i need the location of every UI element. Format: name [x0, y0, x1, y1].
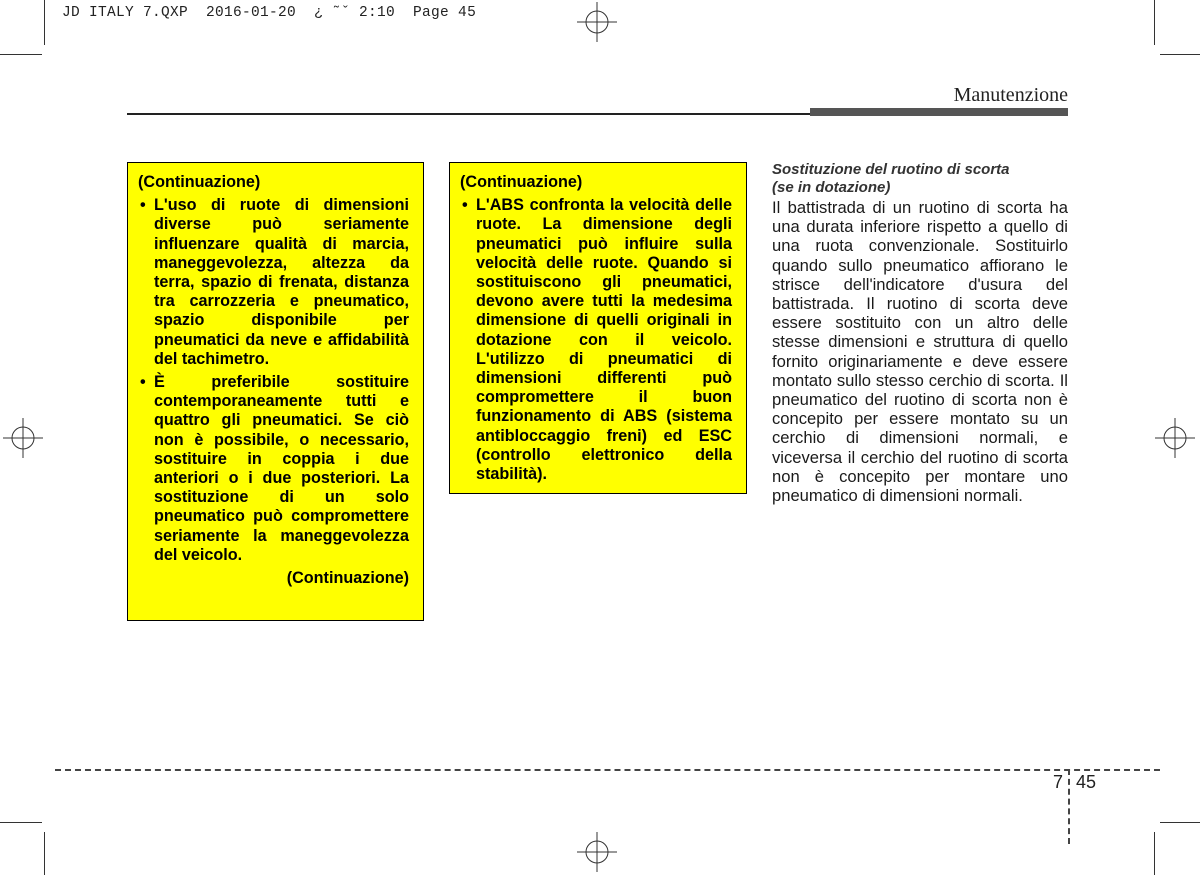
footer-dashed-divider [1068, 769, 1070, 844]
header-rule-accent [810, 108, 1068, 116]
header-rule [127, 113, 810, 115]
continuation-label: (Continuazione) [460, 173, 583, 191]
crop-mark-tr-h [1160, 54, 1200, 55]
crop-mark-tl-v [44, 0, 45, 45]
crop-mark-br-h [1160, 822, 1200, 823]
subheading-line-2: (se in dotazione) [772, 179, 891, 196]
continuation-label: (Continuazione) [138, 173, 261, 191]
section-body: Il battistrada di un ruotino di scorta ha una durata inferiore rispetto a quello di una ruota convenzionale. Sostituirlo quando sullo pneumatico affiorano le strisce dell'indicatore d'usura del battistrada. Il ruotino di scorta deve essere sostituito con un altro delle stesse dimensioni e struttura di quello fornito originariamente e deve essere montato sullo stesso cerchio di scorta. Il pneumatico del ruotino di scorta non è concepito per essere montato su un cerchio di dimensioni normali, e viceversa il cerchio del ruotino di scorta non è concepito per montare uno pneumatico di dimensioni normali. [772, 198, 1068, 506]
crop-mark-bl-h [0, 822, 42, 823]
spare-wheel-section [772, 161, 1068, 505]
registration-mark-bottom-icon [577, 832, 617, 872]
warning-box-1 [127, 162, 424, 621]
section-subheading [772, 161, 1068, 197]
registration-mark-left-icon [3, 418, 43, 458]
page-number: 45 [1076, 772, 1097, 792]
print-slug: JD ITALY 7.QXP 2016-01-20 ¿ ˜ˇ 2:10 Page 45 [62, 5, 477, 21]
crop-mark-br-v [1154, 832, 1155, 875]
crop-mark-tr-v [1154, 0, 1155, 45]
subheading-line-1: Sostituzione del ruotino di scorta [772, 161, 1010, 178]
crop-mark-tl-h [0, 54, 42, 55]
chapter-number: 7 [1053, 772, 1064, 792]
registration-mark-top-icon [577, 2, 617, 42]
section-title: Manutenzione [953, 84, 1068, 106]
continuation-label-end: (Continuazione) [286, 569, 409, 588]
warning-bullet: • L'ABS confronta la velocità delle ruote. La dimensione degli pneumatici può influire sulla velocità delle ruote. Quando si sostituiscono gli pneumatici, devono avere tutti la medesima dimensione di quelli originali in dotazione con il veicolo. L'utilizzo di pneumatici di dimensioni differenti può compromettere il buon funzionamento di ABS (sistema antibloccaggio freni) ed ESC (controllo elettronico della stabilità). [460, 196, 732, 484]
warning-box-2 [449, 162, 747, 494]
crop-mark-bl-v [44, 832, 45, 875]
warning-bullet: • L'uso di ruote di dimensioni diverse può seriamente influenzare qualità di marcia, maneggevolezza, altezza da terra, spazio di frenata, distanza tra carrozzeria e pneumatico, spazio disponibile per pneumatici da neve e affidabilità del tachimetro. [138, 196, 409, 369]
warning-bullet: • È preferibile sostituire contemporaneamente tutti e quattro gli pneumatici. Se ciò non è possibile, o necessario, sostituire in coppia i due anteriori o i due posteriori. La sostituzione di un solo pneumatico può compromettere seriamente la maneggevolezza del veicolo. [138, 373, 409, 565]
registration-mark-right-icon [1155, 418, 1195, 458]
footer-dashed-rule [55, 769, 1160, 771]
